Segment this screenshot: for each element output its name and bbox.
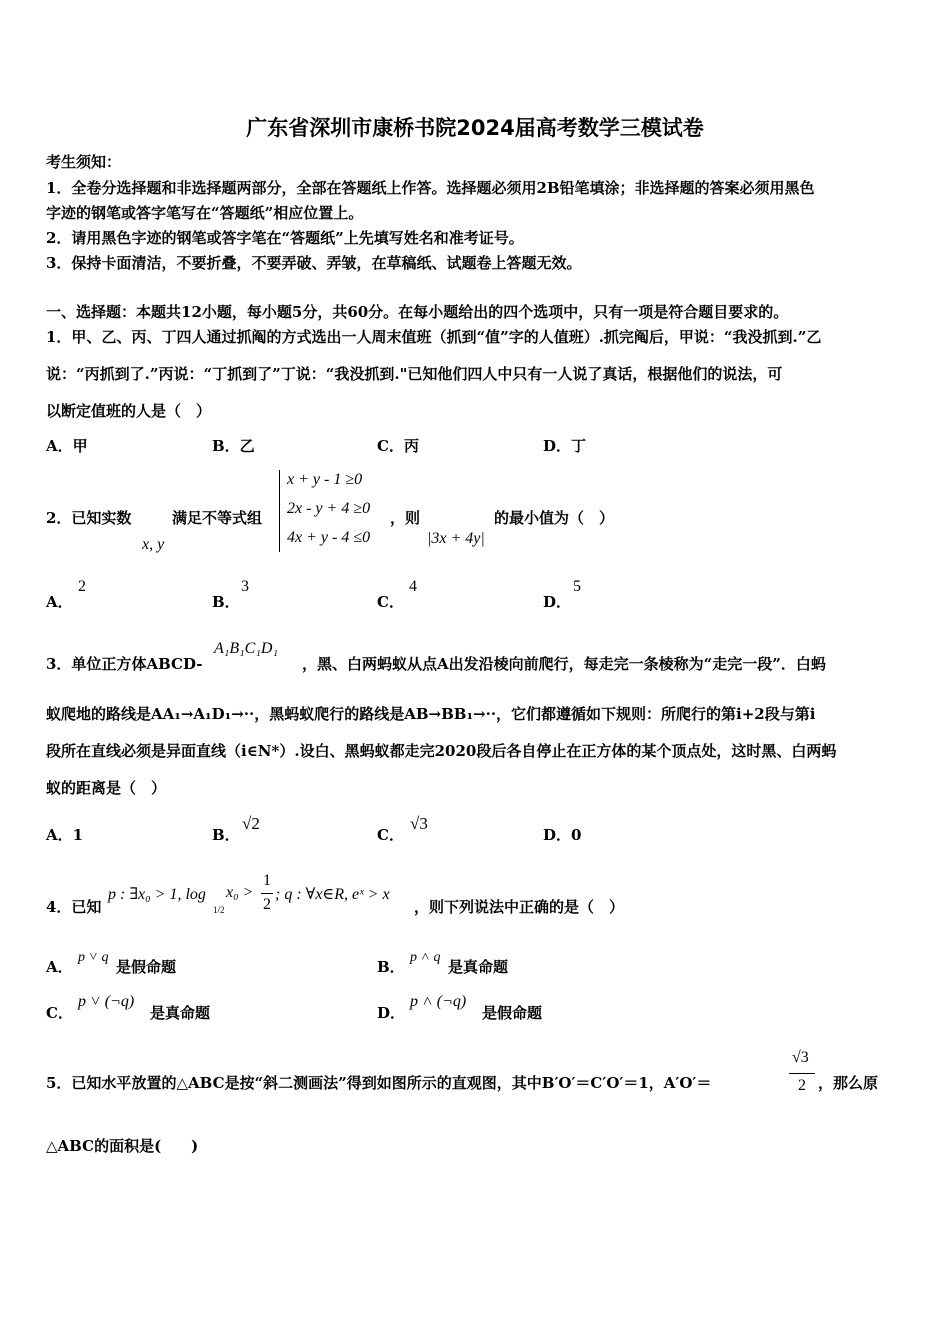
- q1-option-c: C．丙: [377, 437, 419, 455]
- q5-fraction-bar: [789, 1073, 815, 1074]
- q1-line-3: 以断定值班的人是（ ）: [46, 402, 212, 420]
- q3-option-d: D．0: [543, 826, 582, 844]
- q2-option-b-value: 3: [241, 578, 249, 595]
- q4-option-b-label: B．: [377, 958, 405, 976]
- q2-vars: x, y: [142, 536, 165, 553]
- q1-option-d: D．丁: [543, 437, 587, 455]
- q4-option-d-text: 是假命题: [482, 1004, 543, 1022]
- q3-option-b-value: √2: [242, 814, 260, 833]
- notice-item-3: 3．保持卡面清洁，不要折叠，不要弄破、弄皱，在草稿纸、试题卷上答题无效。: [46, 254, 582, 272]
- notice-item-1-line-1: 1．全卷分选择题和非选择题两部分，全部在答题纸上作答。选择题必须用2B铅笔填涂；非选择题的答案必须用黑色: [46, 179, 815, 197]
- q4-prefix: 4．已知: [46, 898, 102, 916]
- q4-frac-numerator: 1: [263, 872, 271, 889]
- q5-line-2: △ABC的面积是( ): [46, 1137, 199, 1155]
- q2-system-brace: [279, 470, 280, 552]
- notice-item-1-line-2: 字迹的钢笔或答字笔写在“答题纸”相应位置上。: [46, 204, 364, 222]
- q4-option-c-label: C．: [46, 1004, 73, 1022]
- section-heading: 一、选择题：本题共12小题，每小题5分，共60分。在每小题给出的四个选项中，只有一项是符合题目要求的。: [46, 303, 789, 321]
- q2-inequality-1: x + y - 1 ≥0: [287, 471, 363, 488]
- q5-frac-numerator: √3: [792, 1049, 809, 1066]
- q3-prefix: 3．单位正方体ABCD-: [46, 655, 203, 673]
- q5-line-1-end: ，那么原: [818, 1074, 879, 1092]
- q3-option-c-value: √3: [410, 814, 428, 833]
- q4-option-a-label: A．: [46, 958, 73, 976]
- q2-option-c-label: C．: [377, 593, 404, 611]
- q4-fraction-bar: [261, 893, 273, 894]
- q2-option-c-value: 4: [409, 578, 417, 595]
- q2-option-b-label: B．: [212, 593, 240, 611]
- q4-frac-denominator: 2: [263, 896, 271, 913]
- q1-option-a: A．甲: [46, 437, 88, 455]
- q4-q-part: ; q : ∀x∈R, eˣ > x: [275, 886, 390, 903]
- page-title: 广东省深圳市康桥书院2024届高考数学三模试卷: [246, 116, 704, 140]
- q1-line-1: 1．甲、乙、丙、丁四人通过抓阄的方式选出一人周末值班（抓到“值”字的人值班）.抓完阄后，甲说：“我没抓到.”乙: [46, 328, 822, 346]
- q4-p-part-2: x₀ >: [226, 884, 254, 901]
- q4-option-d-expr: p ˄ (¬q): [410, 993, 467, 1010]
- q2-expression: |3x + 4y|: [427, 530, 485, 547]
- q2-inequality-3: 4x + y - 4 ≤0: [287, 529, 371, 546]
- q4-log-base: 1/2: [213, 905, 225, 915]
- q4-option-b-expr: p ˄ q: [410, 950, 441, 965]
- q5-line-1: 5．已知水平放置的△ABC是按“斜二测画法”得到如图所示的直观图，其中B′O′＝C′O′＝1，A′O′＝: [46, 1074, 712, 1092]
- q3-cube-top: A₁B₁C₁D₁: [214, 640, 279, 657]
- q3-line-1-rest: ，黑、白两蚂蚁从点A出发沿棱向前爬行，每走完一条棱称为“走完一段”．白蚂: [302, 655, 826, 673]
- q2-mid: 满足不等式组: [172, 509, 263, 527]
- q2-option-a-value: 2: [78, 578, 86, 595]
- q2-prefix: 2．已知实数: [46, 509, 132, 527]
- q2-inequality-2: 2x - y + 4 ≥0: [287, 500, 371, 517]
- q3-line-2: 蚁爬地的路线是AA₁→A₁D₁→··，黑蚂蚁爬行的路线是AB→BB₁→··，它们都遵循如下规则：所爬行的第i+2段与第i: [46, 705, 816, 723]
- q1-option-b: B．乙: [212, 437, 255, 455]
- q2-option-d-label: D．: [543, 593, 572, 611]
- q3-line-4: 蚁的距离是（ ）: [46, 779, 167, 797]
- q4-option-c-expr: p ˅ (¬q): [78, 993, 135, 1010]
- q4-option-d-label: D．: [377, 1004, 406, 1022]
- q2-suffix: 的最小值为（ ）: [494, 509, 615, 527]
- q4-suffix: ，则下列说法中正确的是（ ）: [414, 898, 625, 916]
- q4-option-a-expr: p ˅ q: [78, 950, 109, 965]
- q2-then: ，则: [390, 509, 421, 527]
- q4-option-a-text: 是假命题: [116, 958, 177, 976]
- q3-option-a: A．1: [46, 826, 84, 844]
- q3-option-b-label: B．: [212, 826, 240, 844]
- q1-line-2: 说：“丙抓到了.”丙说：“丁抓到了”丁说：“我没抓到."已知他们四人中只有一人说了真话，根据他们的说法，可: [46, 365, 783, 383]
- q4-option-b-text: 是真命题: [448, 958, 509, 976]
- q5-frac-denominator: 2: [798, 1077, 806, 1094]
- q4-option-c-text: 是真命题: [150, 1004, 211, 1022]
- q4-p-part: p : ∃x₀ > 1, log: [108, 886, 206, 903]
- q3-line-3: 段所在直线必须是异面直线（i∈N*）.设白、黑蚂蚁都走完2020段后各自停止在正方体的某个顶点处，这时黑、白两蚂: [46, 742, 837, 760]
- q2-option-d-value: 5: [573, 578, 581, 595]
- q3-option-c-label: C．: [377, 826, 404, 844]
- notice-heading: 考生须知：: [46, 153, 122, 171]
- notice-item-2: 2．请用黑色字迹的钢笔或答字笔在“答题纸”上先填写姓名和准考证号。: [46, 229, 524, 247]
- q2-option-a-label: A．: [46, 593, 73, 611]
